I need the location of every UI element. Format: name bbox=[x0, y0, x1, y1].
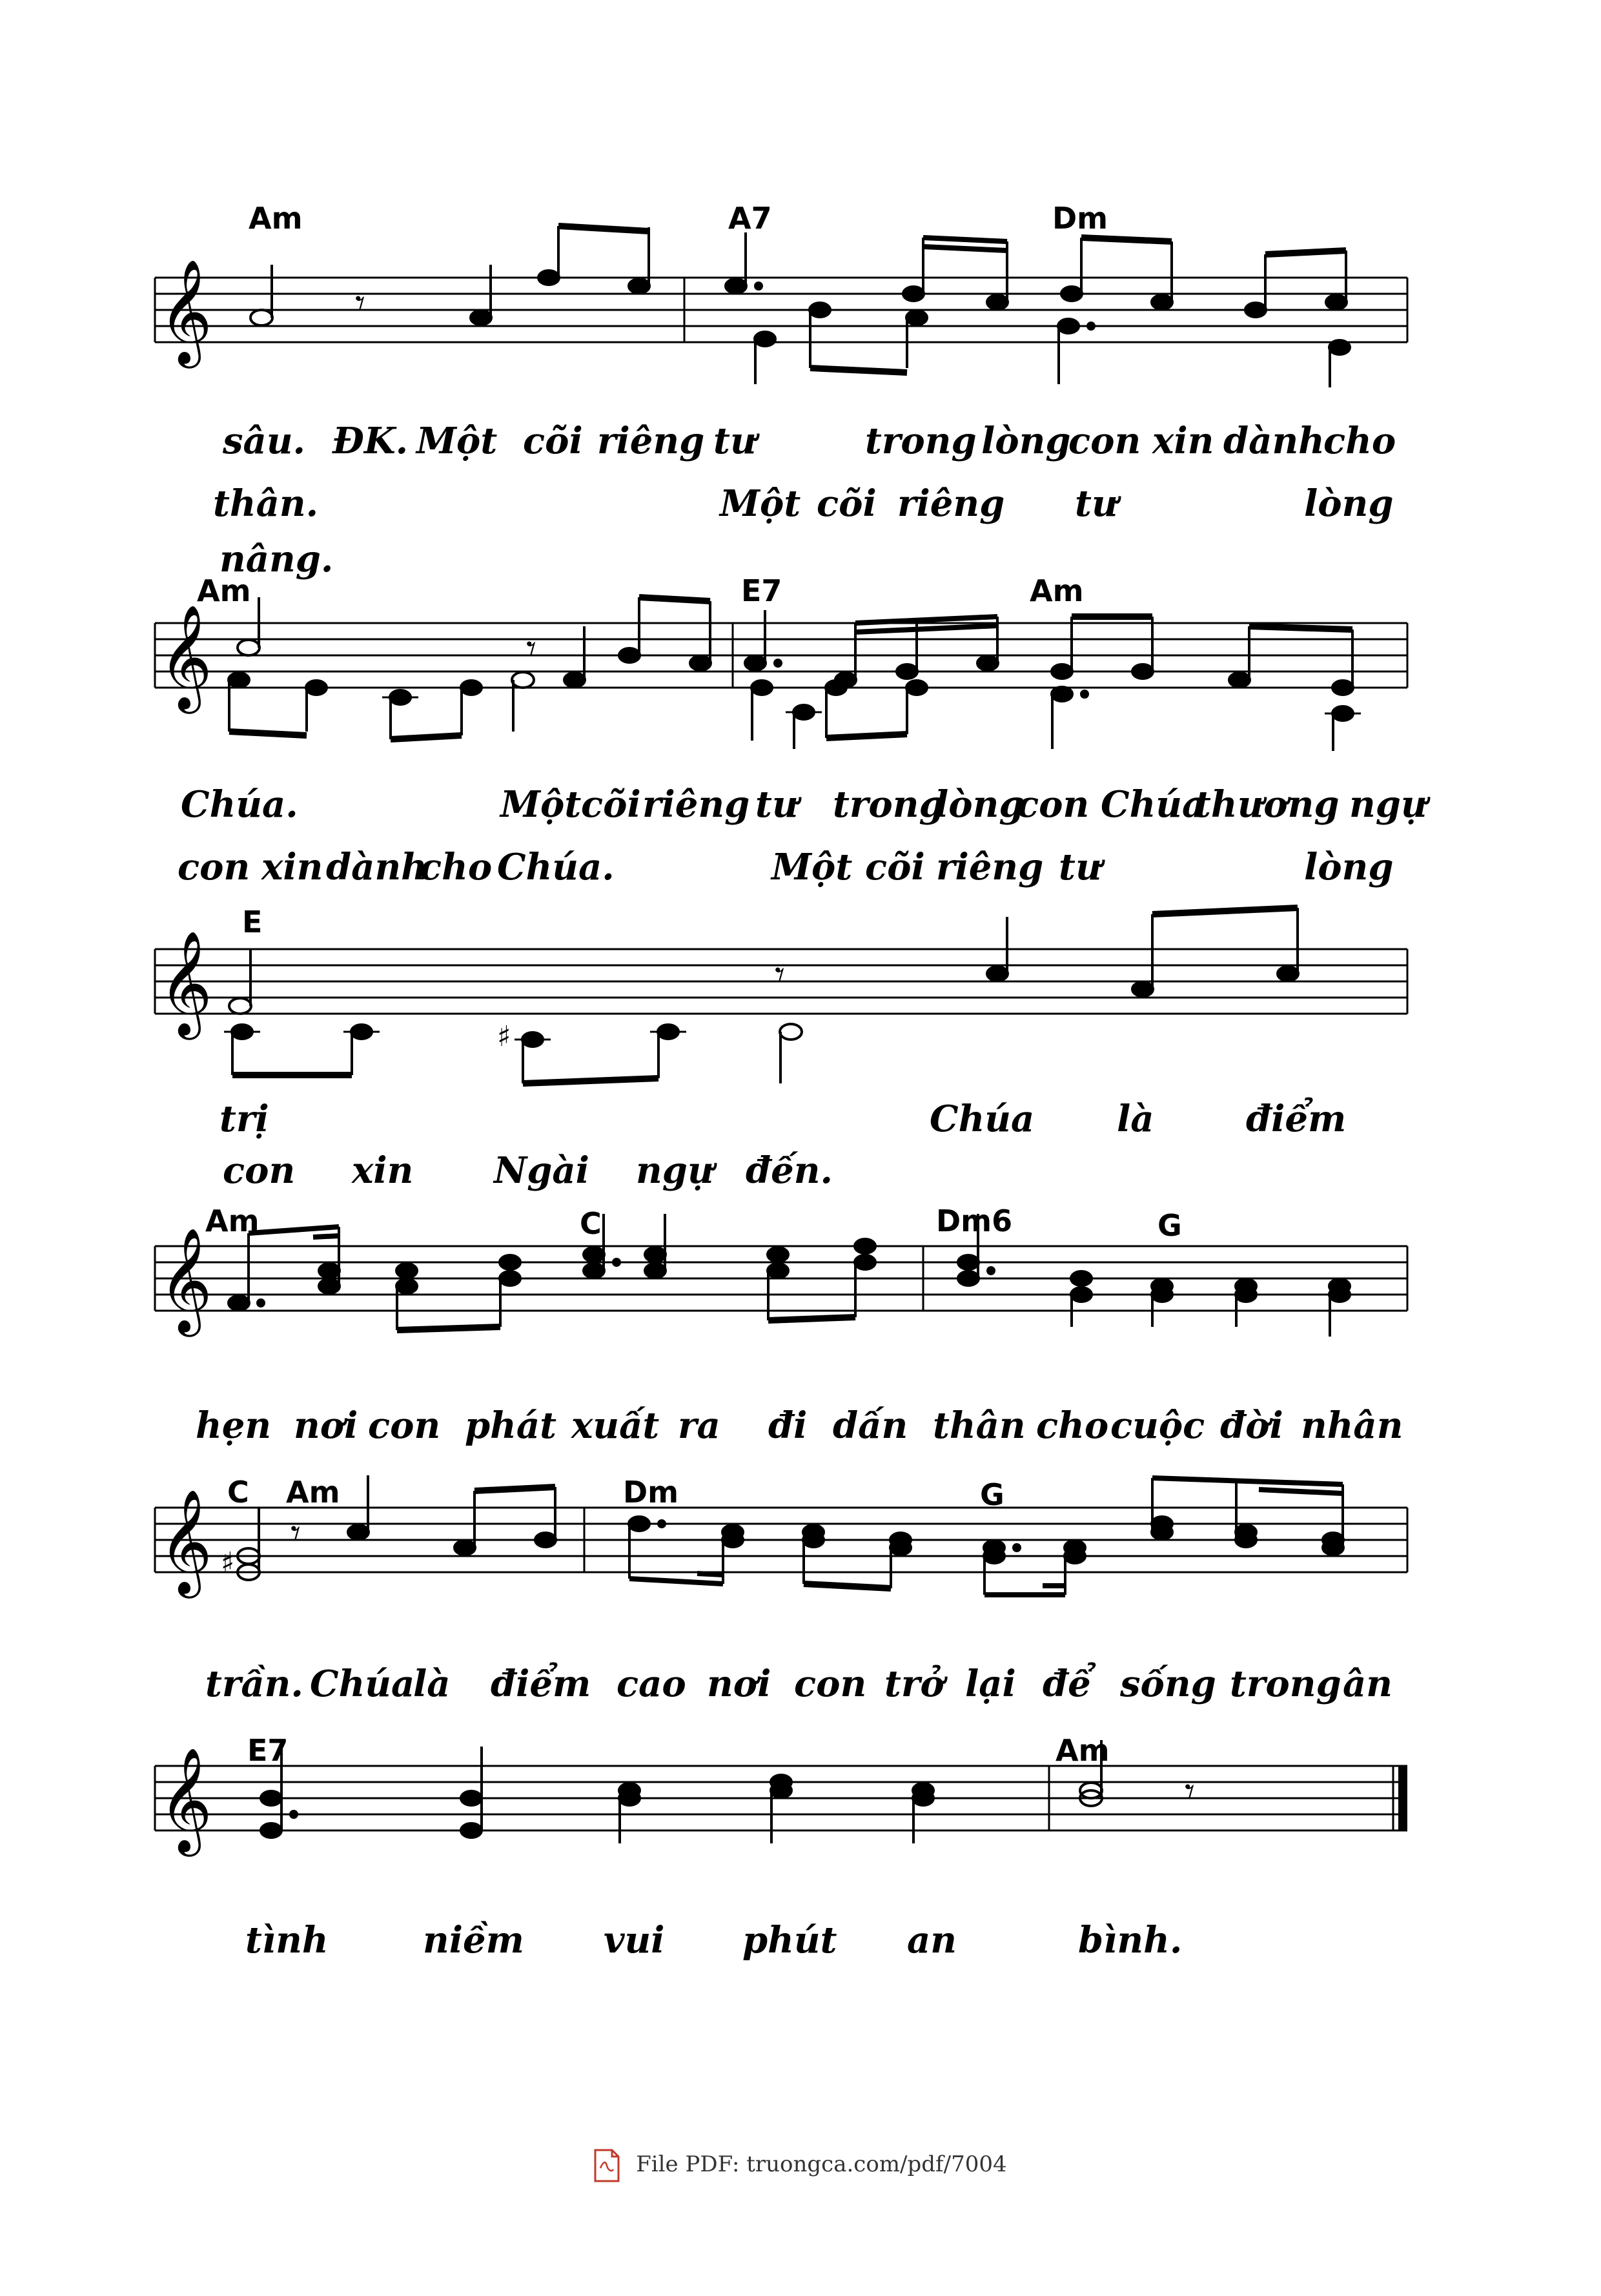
chord-symbol: Dm bbox=[1052, 201, 1108, 236]
lyric-syllable: trong bbox=[1230, 1663, 1341, 1705]
lyric-syllable: lòng bbox=[1304, 846, 1394, 888]
chord-symbol: Am bbox=[1055, 1733, 1110, 1768]
chord-symbol: Dm6 bbox=[936, 1204, 1013, 1238]
music-staff bbox=[0, 1475, 1601, 1643]
chord-symbol: Dm bbox=[623, 1475, 679, 1510]
lyric-syllable: cho bbox=[420, 846, 493, 888]
lyric-syllable: trong bbox=[833, 783, 944, 826]
lyric-syllable: phát bbox=[465, 1404, 557, 1447]
svg-text:𝄾: 𝄾 bbox=[526, 626, 536, 671]
lyric-syllable: trong bbox=[865, 420, 977, 462]
svg-text:𝄾: 𝄾 bbox=[1185, 1769, 1195, 1814]
lyric-syllable: riêng bbox=[597, 420, 705, 462]
lyric-syllable: vui bbox=[604, 1919, 665, 1962]
lyric-syllable: Chúa. bbox=[181, 783, 298, 826]
lyric-syllable: xin bbox=[352, 1149, 414, 1192]
chord-symbol: C bbox=[227, 1475, 249, 1510]
lyric-syllable: bình. bbox=[1078, 1919, 1183, 1962]
lyric-syllable: tư bbox=[713, 420, 757, 462]
treble-clef-icon: 𝄞 bbox=[159, 259, 212, 364]
lyric-syllable: ngự bbox=[636, 1149, 714, 1192]
treble-clef-icon: 𝄞 bbox=[159, 1489, 212, 1594]
chord-symbol: Am bbox=[197, 573, 251, 608]
lyric-syllable: Một bbox=[416, 420, 498, 462]
lyric-syllable: Một bbox=[500, 783, 582, 826]
lyric-syllable: thân bbox=[933, 1404, 1026, 1447]
lyric-syllable: Chúa. bbox=[497, 846, 615, 888]
lyric-syllable: là bbox=[1117, 1098, 1154, 1140]
lyric-syllable: thương bbox=[1194, 783, 1340, 826]
music-staff bbox=[0, 245, 1601, 439]
treble-clef-icon: 𝄞 bbox=[159, 930, 212, 1036]
lyric-syllable: nhân bbox=[1301, 1404, 1403, 1447]
chord-symbol: Am bbox=[286, 1475, 340, 1510]
lyric-syllable: trần. bbox=[205, 1663, 303, 1705]
music-staff bbox=[0, 917, 1601, 1111]
treble-clef-icon: 𝄞 bbox=[159, 1227, 212, 1333]
lyric-syllable: nơi bbox=[294, 1404, 358, 1447]
pdf-link[interactable]: File PDF: truongca.com/pdf/7004 bbox=[636, 2151, 1007, 2177]
lyric-syllable: Chúa bbox=[310, 1663, 415, 1705]
lyric-syllable: trị bbox=[219, 1098, 269, 1140]
chord-symbol: Am bbox=[1030, 573, 1084, 608]
lyric-syllable: lòng bbox=[1304, 482, 1394, 525]
lyric-syllable: trở bbox=[884, 1663, 944, 1705]
lyric-syllable: cõi bbox=[581, 783, 641, 826]
chord-symbol: A7 bbox=[728, 201, 772, 236]
lyric-syllable: an bbox=[907, 1919, 957, 1962]
pdf-footer bbox=[0, 2149, 1601, 2182]
lyric-syllable: là bbox=[413, 1663, 451, 1705]
chord-symbol: E7 bbox=[741, 573, 782, 608]
lyric-syllable: sâu. bbox=[223, 420, 306, 462]
svg-text:♯: ♯ bbox=[497, 1020, 511, 1053]
svg-text:𝄾: 𝄾 bbox=[775, 952, 785, 998]
music-staff bbox=[0, 591, 1601, 784]
lyric-syllable: nâng. bbox=[219, 538, 334, 580]
lyric-syllable: riêng bbox=[936, 846, 1044, 888]
lyric-syllable: tư bbox=[755, 783, 799, 826]
lyric-syllable: dành bbox=[1223, 420, 1325, 462]
lyric-syllable: con bbox=[178, 846, 250, 888]
lyric-syllable: ngự bbox=[1349, 783, 1427, 826]
lyric-syllable: để bbox=[1043, 1663, 1091, 1705]
lyric-syllable: cao bbox=[617, 1663, 686, 1705]
chord-symbol: E7 bbox=[247, 1733, 289, 1768]
lyric-syllable: cõi bbox=[523, 420, 583, 462]
lyric-syllable: cho bbox=[1323, 420, 1396, 462]
lyric-syllable: ân bbox=[1343, 1663, 1392, 1705]
lyric-syllable: điểm bbox=[491, 1663, 591, 1705]
lyric-syllable: con bbox=[223, 1149, 296, 1192]
lyric-syllable: lòng bbox=[981, 420, 1071, 462]
svg-text:♯: ♯ bbox=[221, 1546, 235, 1579]
lyric-syllable: lại bbox=[965, 1663, 1016, 1705]
lyric-syllable: cuộc bbox=[1110, 1404, 1205, 1447]
chord-symbol: Am bbox=[205, 1204, 260, 1238]
music-staff bbox=[0, 1214, 1601, 1382]
lyric-syllable: xin bbox=[261, 846, 323, 888]
final-barline bbox=[1398, 1766, 1407, 1830]
lyric-syllable: tư bbox=[1075, 482, 1118, 525]
lyric-syllable: riêng bbox=[642, 783, 750, 826]
lyric-syllable: ra bbox=[678, 1404, 720, 1447]
lyric-syllable: xuất bbox=[571, 1404, 660, 1447]
music-staff bbox=[0, 1734, 1601, 1901]
lyric-syllable: thân. bbox=[213, 482, 319, 525]
svg-text:𝄾: 𝄾 bbox=[291, 1511, 301, 1556]
lyric-syllable: con bbox=[794, 1663, 867, 1705]
lyric-syllable: niềm bbox=[423, 1919, 524, 1962]
lyric-syllable: Một bbox=[720, 482, 801, 525]
lyric-syllable: tình bbox=[245, 1919, 329, 1962]
lyric-syllable: Ngài bbox=[494, 1149, 589, 1192]
chord-symbol: Am bbox=[249, 201, 303, 236]
lyric-syllable: xin bbox=[1152, 420, 1214, 462]
lyric-syllable: nơi bbox=[707, 1663, 771, 1705]
chord-symbol: C bbox=[580, 1206, 602, 1241]
lyric-syllable: riêng bbox=[897, 482, 1005, 525]
lyric-syllable: dấn bbox=[833, 1404, 908, 1447]
lyric-syllable: dành bbox=[326, 846, 427, 888]
lyric-syllable: Chúa bbox=[1101, 783, 1206, 826]
lyric-syllable: con bbox=[1068, 420, 1141, 462]
treble-clef-icon: 𝄞 bbox=[159, 604, 212, 710]
lyric-syllable: đi bbox=[768, 1404, 808, 1447]
lyric-syllable: ĐK. bbox=[332, 420, 409, 462]
lyric-syllable: lòng bbox=[935, 783, 1025, 826]
lyric-syllable: đời bbox=[1220, 1404, 1283, 1447]
lyric-syllable: hẹn bbox=[196, 1404, 272, 1447]
lyric-syllable: sống bbox=[1120, 1663, 1216, 1705]
pdf-icon bbox=[594, 2149, 620, 2182]
chord-symbol: E bbox=[242, 905, 263, 939]
lyric-syllable: Chúa bbox=[930, 1098, 1035, 1140]
lyric-syllable: cho bbox=[1036, 1404, 1109, 1447]
lyric-syllable: điểm bbox=[1246, 1098, 1347, 1140]
lyric-syllable: cõi bbox=[865, 846, 925, 888]
lyric-syllable: cõi bbox=[817, 482, 877, 525]
lyric-syllable: tư bbox=[1059, 846, 1102, 888]
lyric-syllable: đến. bbox=[746, 1149, 833, 1192]
lyric-syllable: con bbox=[1017, 783, 1090, 826]
lyric-syllable: con bbox=[368, 1404, 441, 1447]
lyric-syllable: Một bbox=[771, 846, 853, 888]
svg-text:𝄾: 𝄾 bbox=[355, 281, 365, 326]
treble-clef-icon: 𝄞 bbox=[159, 1747, 212, 1852]
lyric-syllable: phút bbox=[742, 1919, 837, 1962]
chord-symbol: G bbox=[980, 1477, 1004, 1512]
chord-symbol: G bbox=[1157, 1208, 1182, 1243]
